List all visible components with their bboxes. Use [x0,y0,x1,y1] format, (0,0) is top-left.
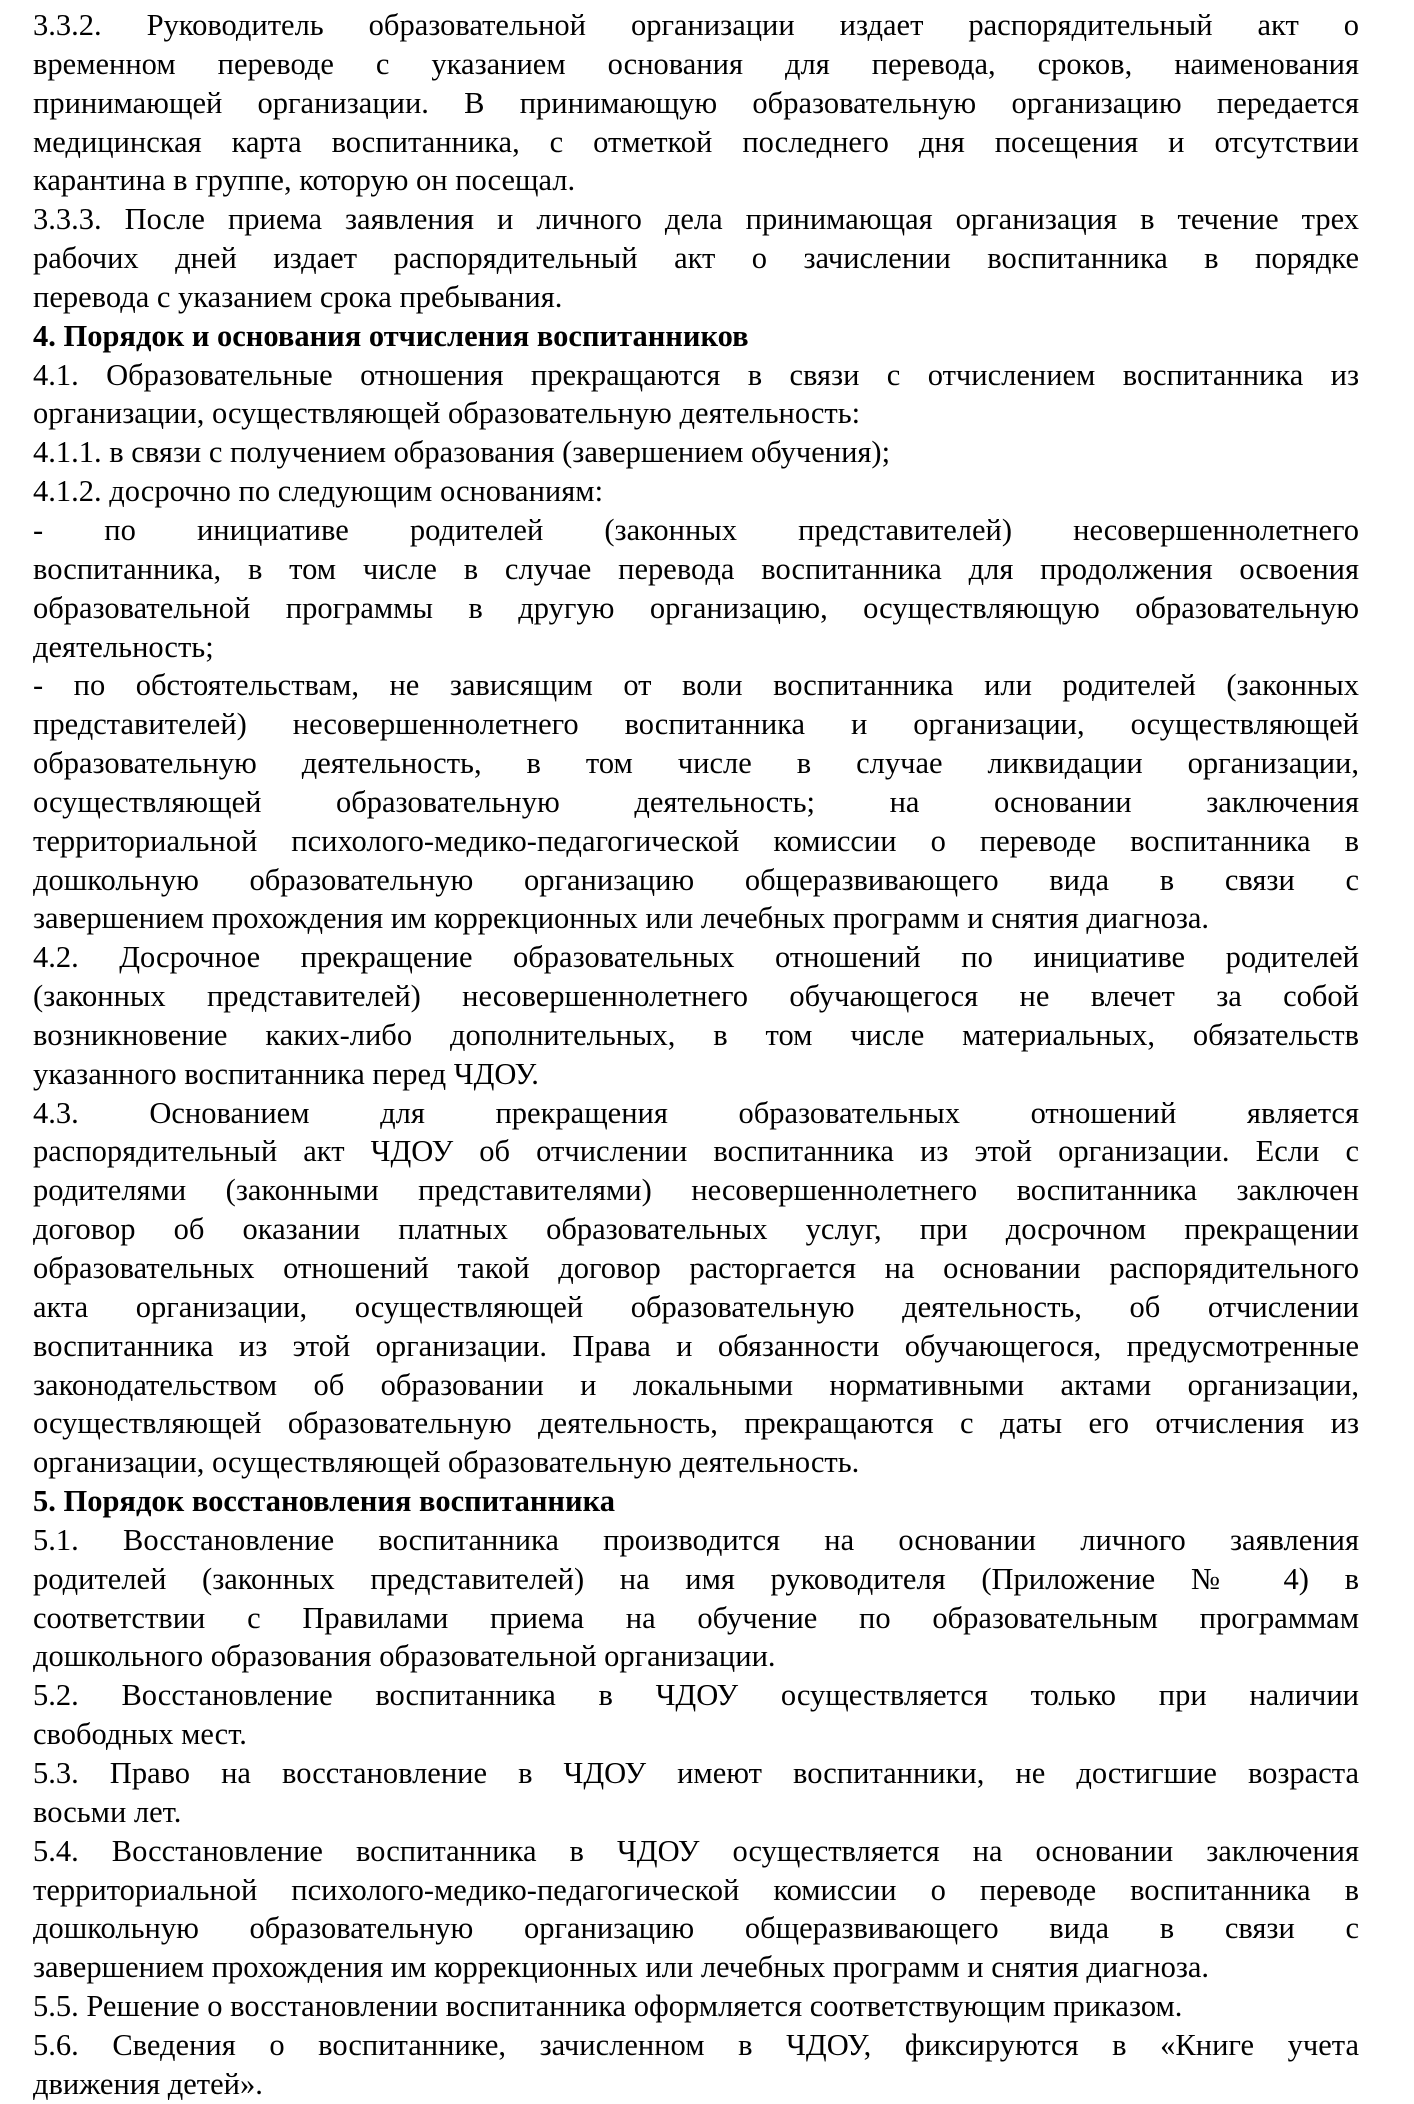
heading-text: 4. Порядок и основания отчисления воспитанников [33,318,749,353]
text-line: 4.3. Основанием для прекращения образовательных отношений является [33,1095,1359,1130]
text-line: родителями (законными представителями) несовершеннолетнего воспитанника заключен [33,1173,1359,1208]
text-line: 4.1.1. в связи с получением образования (завершением обучения); [33,435,891,470]
text-line: восьми лет. [33,1794,182,1829]
text-line: дошкольного образования образовательной организации. [33,1639,776,1674]
text-line: принимающей организации. В принимающую образовательную организацию передается [33,85,1359,120]
paragraph [33,1832,1359,1987]
paragraph [33,938,1359,1093]
paragraph [33,356,1359,939]
text-line: временном переводе с указанием основания для перевода, сроков, наименования [33,46,1359,81]
text-line: законодательством об образовании и локальными нормативными актами организации, [33,1367,1359,1402]
text-line: организации, осуществляющей образовательную деятельность. [33,1445,860,1480]
paragraph [33,2026,1359,2104]
paragraph [33,1676,1359,1754]
text-line: свободных мест. [33,1717,247,1752]
text-line: - по обстоятельствам, не зависящим от воли воспитанника или родителей (законных [33,668,1359,703]
text-line: дошкольную образовательную организацию общеразвивающего вида в связи с [33,862,1359,897]
text-line: 5.5. Решение о восстановлении воспитанника оформляется соответствующим приказом. [33,1989,1183,2024]
paragraph [33,1521,1359,1676]
document-page [33,6,1359,2104]
text-line: образовательной программы в другую организацию, осуществляющую образовательную [33,590,1359,625]
text-line: 4.2. Досрочное прекращение образовательных отношений по инициативе родителей [33,940,1359,975]
paragraph [33,1094,1359,1482]
text-line: 3.3.3. После приема заявления и личного дела принимающая организация в течение трех [33,202,1359,237]
paragraph [33,1987,1359,2026]
text-line: родителей (законных представителей) на имя руководителя (Приложение № 4) в [33,1561,1359,1596]
text-line: 3.3.2. Руководитель образовательной организации издает распорядительный акт о [33,8,1359,42]
text-line: дошкольную образовательную организацию общеразвивающего вида в связи с [33,1911,1359,1946]
text-line: указанного воспитанника перед ЧДОУ. [33,1056,539,1091]
text-line: образовательных отношений такой договор расторгается на основании распорядительного [33,1251,1359,1285]
text-line: завершением прохождения им коррекционных или лечебных программ и снятия диагноза. [33,1950,1210,1985]
text-line: распорядительный акт ЧДОУ об отчислении воспитанника из этой организации. Если с [33,1134,1359,1169]
text-line: 5.2. Восстановление воспитанника в ЧДОУ осуществляется только при наличии [33,1678,1359,1713]
paragraph [33,1754,1359,1832]
text-line: 5.3. Право на восстановление в ЧДОУ имеют воспитанники, не достигшие возраста [33,1755,1359,1790]
text-line: территориальной психолого-медико-педагогической комиссии о переводе воспитанника в [33,1872,1359,1907]
heading-text: 5. Порядок восстановления воспитанника [33,1484,615,1519]
text-line: медицинская карта воспитанника, с отметкой последнего дня посещения и отсутствии [33,124,1359,159]
text-line: воспитанника, в том числе в случае перевода воспитанника для продолжения освоения [33,551,1359,586]
text-line: акта организации, осуществляющей образовательную деятельность, об отчислении [33,1289,1359,1324]
text-line: договор об оказании платных образовательных услуг, при досрочном прекращении [33,1212,1359,1247]
text-line: образовательную деятельность, в том числе в случае ликвидации организации, [33,746,1359,781]
text-line: 5.4. Восстановление воспитанника в ЧДОУ осуществляется на основании заключения [33,1833,1359,1868]
text-line: 4.1. Образовательные отношения прекращаются в связи с отчислением воспитанника из [33,357,1359,392]
text-line: рабочих дней издает распорядительный акт о зачислении воспитанника в порядке [33,241,1359,276]
text-line: - по инициативе родителей (законных представителей) несовершеннолетнего [33,512,1359,547]
text-line: осуществляющей образовательную деятельность, прекращаются с даты его отчисления из [33,1406,1359,1441]
text-line: соответствии с Правилами приема на обучение по образовательным программам [33,1600,1359,1635]
text-line: деятельность; [33,629,214,664]
text-line: территориальной психолого-медико-педагогической комиссии о переводе воспитанника в [33,823,1359,858]
paragraph [33,200,1359,317]
text-line: воспитанника из этой организации. Права и обязанности обучающегося, предусмотренные [33,1328,1359,1363]
text-line: (законных представителей) несовершеннолетнего обучающегося не влечет за собой [33,979,1359,1014]
section-heading [33,317,1359,356]
text-line: осуществляющей образовательную деятельность; на основании заключения [33,784,1359,819]
text-line: 5.1. Восстановление воспитанника производится на основании личного заявления [33,1522,1359,1557]
text-line: 4.1.2. досрочно по следующим основаниям: [33,474,604,509]
text-line: перевода с указанием срока пребывания. [33,279,563,314]
text-line: карантина в группе, которую он посещал. [33,163,576,198]
text-line: 5.6. Сведения о воспитаннике, зачисленном в ЧДОУ, фиксируются в «Книге учета [33,2027,1359,2062]
text-line: организации, осуществляющей образовательную деятельность: [33,396,861,431]
paragraph [33,6,1359,200]
text-line: завершением прохождения им коррекционных или лечебных программ и снятия диагноза. [33,901,1210,936]
text-line: представителей) несовершеннолетнего воспитанника и организации, осуществляющей [33,707,1359,742]
text-line: движения детей». [33,2066,263,2101]
text-line: возникновение каких-либо дополнительных, в том числе материальных, обязательств [33,1017,1359,1052]
section-heading [33,1482,1359,1521]
